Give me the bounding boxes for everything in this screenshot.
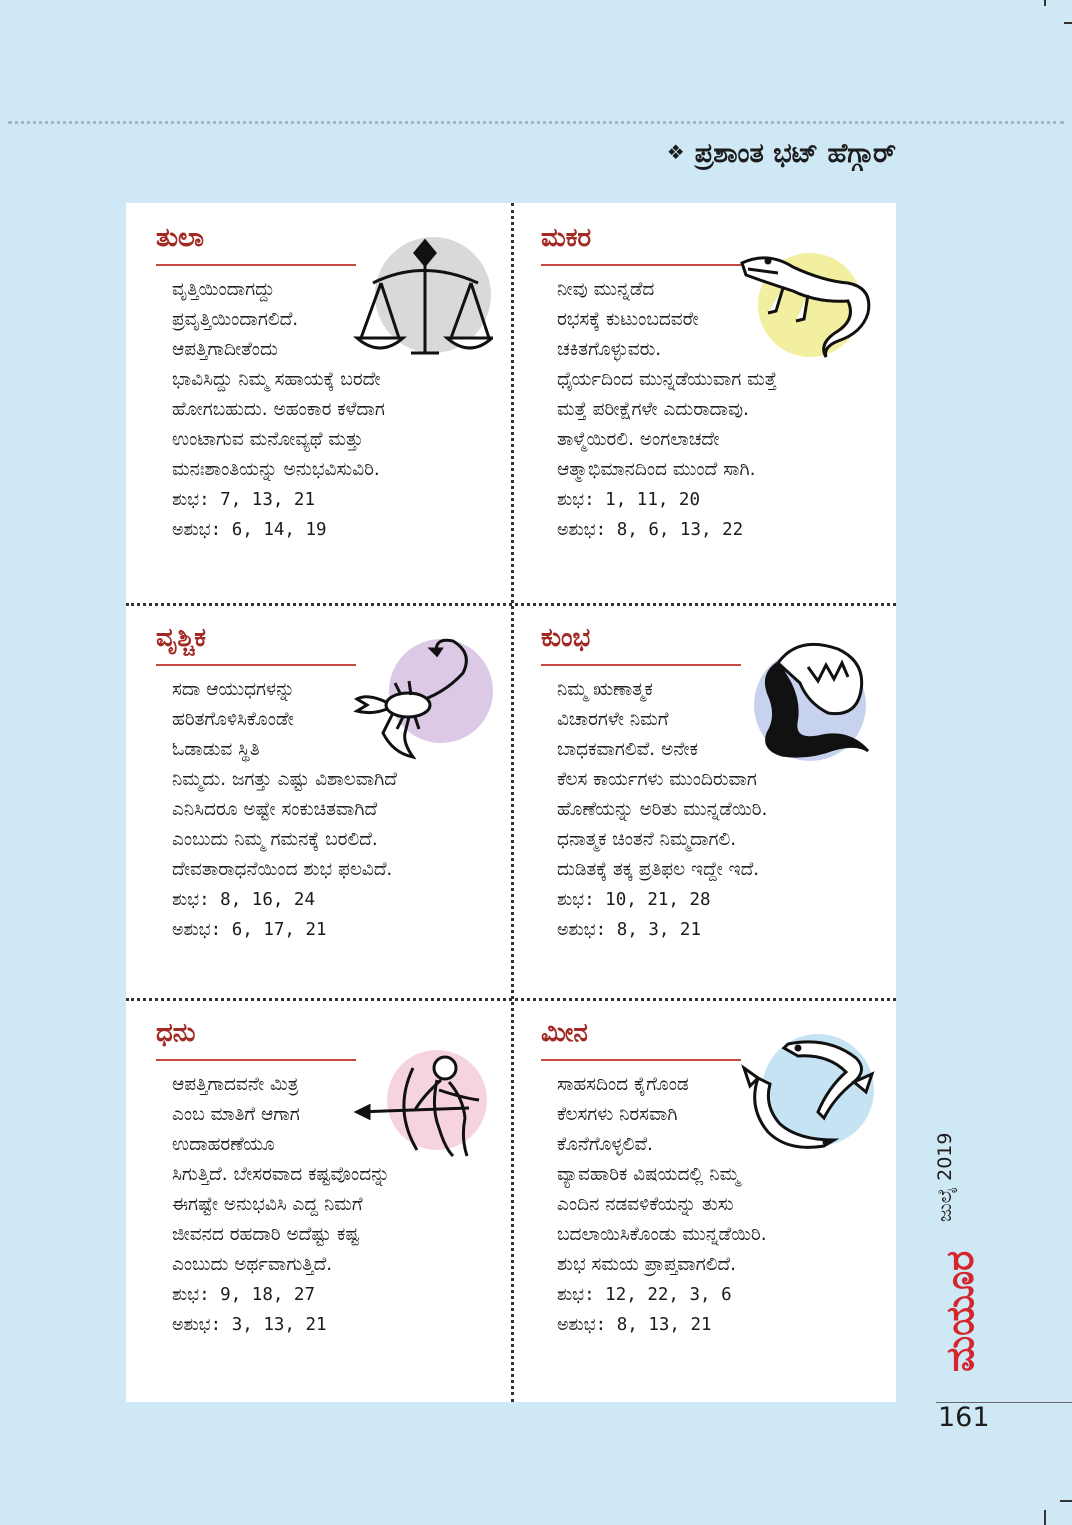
author-name: ಪ್ರಶಾಂತ ಭಟ್ ಹೆಗ್ಗಾರ್: [694, 138, 896, 169]
unlucky-numbers: ಅಶುಭ: 3, 13, 21: [172, 1315, 327, 1335]
text-line: ಎನಿಸಿದರೂ ಅಷ್ಟೇ ಸಂಕುಚಿತವಾಗಿದೆ: [172, 799, 378, 820]
text-line: ಹರಿತಗೊಳಿಸಿಕೊಂಡೇ: [172, 709, 294, 730]
sign-title: ವೃಶ್ಚಿಕ: [156, 623, 206, 653]
title-underline: [156, 664, 356, 666]
sign-title: ಮಕರ: [541, 223, 592, 253]
unlucky-numbers: ಅಶುಭ: 8, 13, 21: [557, 1315, 712, 1335]
unlucky-numbers: ಅಶುಭ: 8, 3, 21: [557, 920, 701, 940]
text-line: ಮತ್ತೆ ಪರೀಕ್ಷೆಗಳೇ ಎದುರಾದಾವು.: [557, 399, 749, 420]
text-line: ಭಾವಿಸಿದ್ದು ನಿಮ್ಮ ಸಹಾಯಕ್ಕೆ ಬರದೇ: [172, 369, 381, 390]
text-line: ನಿಮ್ಮದು. ಜಗತ್ತು ಎಷ್ಟು ವಿಶಾಲವಾಗಿದೆ: [172, 769, 397, 790]
text-line: ಈಗಷ್ಟೇ ಅನುಭವಿಸಿ ಎದ್ದ ನಿಮಗೆ: [172, 1194, 363, 1215]
text-line: ಎಂಬುದು ಅರ್ಥವಾಗುತ್ತಿದೆ.: [172, 1254, 333, 1275]
text-line: ಸಾಹಸದಿಂದ ಕೈಗೊಂಡ: [557, 1074, 689, 1095]
lucky-numbers: ಶುಭ: 9, 18, 27: [172, 1285, 316, 1305]
text-line: ಆತ್ಮಾಭಿಮಾನದಿಂದ ಮುಂದೆ ಸಾಗಿ.: [557, 459, 756, 480]
sign-title: ತುಲಾ: [156, 223, 205, 253]
text-line: ವಿಚಾರಗಳೇ ನಿಮಗೆ: [557, 709, 669, 730]
sign-text: [557, 275, 887, 545]
sign-text: [172, 675, 502, 945]
sign-card-sagittarius: [126, 998, 511, 1398]
lucky-numbers: ಶುಭ: 1, 11, 20: [557, 490, 701, 510]
text-line: ವ್ಯಾವಹಾರಿಕ ವಿಷಯದಲ್ಲಿ ನಿಮ್ಮ: [557, 1164, 740, 1185]
text-line: ಪ್ರವೃತ್ತಿಯಿಂದಾಗಲಿದೆ.: [172, 309, 299, 330]
text-line: ಸಿಗುತ್ತಿದೆ. ಬೇಸರವಾದ ಕಷ್ಟವೊಂದನ್ನು: [172, 1164, 390, 1185]
text-line: ಎಂದಿನ ನಡವಳಿಕೆಯನ್ನು ತುಸು: [557, 1194, 734, 1215]
sign-card-libra: [126, 203, 511, 603]
text-line: ಎಂಬ ಮಾತಿಗೆ ಆಗಾಗ: [172, 1104, 300, 1125]
text-line: ಕೆಲಸ ಕಾರ್ಯಗಳು ಮುಂದಿರುವಾಗ: [557, 769, 757, 790]
text-line: ಧನಾತ್ಮಕ ಚಿಂತನೆ ನಿಮ್ಮದಾಗಲಿ.: [557, 829, 737, 850]
lucky-numbers: ಶುಭ: 8, 16, 24: [172, 890, 316, 910]
sign-title: ಧನು: [156, 1018, 196, 1048]
text-line: ಮನಃಶಾಂತಿಯನ್ನು ಅನುಭವಿಸುವಿರಿ.: [172, 459, 380, 480]
text-line: ಬಾಧಕವಾಗಲಿವೆ. ಅನೇಕ: [557, 739, 698, 760]
title-underline: [541, 1059, 741, 1061]
sign-card-scorpio: [126, 603, 511, 1003]
title-underline: [156, 264, 356, 266]
text-line: ಶುಭ ಸಮಯ ಪ್ರಾಪ್ತವಾಗಲಿದೆ.: [557, 1254, 737, 1275]
lucky-numbers: ಶುಭ: 7, 13, 21: [172, 490, 316, 510]
magazine-logo: ಮಯೂರ: [938, 1250, 982, 1372]
crop-mark: [1064, 22, 1072, 24]
text-line: ಕೆಲಸಗಳು ನಿರಸವಾಗಿ: [557, 1104, 678, 1125]
text-line: ವೃತ್ತಿಯಿಂದಾಗದ್ದು: [172, 279, 275, 300]
crop-mark: [1044, 1510, 1046, 1525]
unlucky-numbers: ಅಶುಭ: 8, 6, 13, 22: [557, 520, 744, 540]
text-line: ನಿಮ್ಮ ಋಣಾತ್ಮಕ: [557, 679, 653, 700]
text-line: ತಾಳ್ಮೆಯಿರಲಿ. ಅಂಗಲಾಚದೇ: [557, 429, 720, 450]
text-line: ಆಪತ್ತಿಗಾದವನೇ ಮಿತ್ರ: [172, 1074, 299, 1095]
text-line: ಆಪತ್ತಿಗಾದೀತೆಂದು: [172, 339, 278, 360]
sign-card-aquarius: [511, 603, 896, 1003]
unlucky-numbers: ಅಶುಭ: 6, 14, 19: [172, 520, 327, 540]
top-dotted-divider: [8, 121, 1064, 124]
text-line: ಬದಲಾಯಿಸಿಕೊಂಡು ಮುನ್ನಡೆಯಿರಿ.: [557, 1224, 767, 1245]
sign-text: [172, 1070, 502, 1340]
text-line: ಜೀವನದ ರಹದಾರಿ ಅದೆಷ್ಟು ಕಷ್ಟ: [172, 1224, 360, 1245]
text-line: ಚಕಿತಗೊಳ್ಳುವರು.: [557, 339, 662, 360]
text-line: ದೇವತಾರಾಧನೆಯಿಂದ ಶುಭ ಫಲವಿದೆ.: [172, 859, 393, 880]
text-line: ಎಂಬುದು ನಿಮ್ಮ ಗಮನಕ್ಕೆ ಬರಲಿದೆ.: [172, 829, 378, 850]
text-line: ಕೊನೆಗೊಳ್ಳಲಿವೆ.: [557, 1134, 653, 1155]
crop-mark: [1060, 1500, 1072, 1502]
title-underline: [541, 264, 741, 266]
page-number: 161: [938, 1402, 990, 1433]
diamond-bullet-icon: ❖: [666, 140, 685, 164]
title-underline: [541, 664, 741, 666]
text-line: ಉದಾಹರಣೆಯೂ: [172, 1134, 275, 1155]
text-line: ಧೈರ್ಯದಿಂದ ಮುನ್ನಡೆಯುವಾಗ ಮತ್ತೆ: [557, 369, 777, 390]
text-line: ನೀವು ಮುನ್ನಡೆದ: [557, 279, 655, 300]
sign-card-capricorn: [511, 203, 896, 603]
text-line: ರಭಸಕ್ಕೆ ಕುಟುಂಬದವರೇ: [557, 309, 699, 330]
sign-title: ಕುಂಭ: [541, 623, 591, 653]
sign-title: ಮೀನ: [541, 1018, 588, 1048]
issue-month-label: ಜುಲೈ 2019: [934, 1132, 956, 1222]
title-underline: [156, 1059, 356, 1061]
sign-card-pisces: [511, 998, 896, 1398]
text-line: ದುಡಿತಕ್ಕೆ ತಕ್ಕ ಪ್ರತಿಫಲ ಇದ್ದೇ ಇದೆ.: [557, 859, 760, 880]
lucky-numbers: ಶುಭ: 12, 22, 3, 6: [557, 1285, 732, 1305]
sign-text: [557, 1070, 887, 1340]
author-byline: [667, 138, 896, 170]
horoscope-panel: [126, 203, 896, 1402]
unlucky-numbers: ಅಶುಭ: 6, 17, 21: [172, 920, 327, 940]
text-line: ಹೋಗಬಹುದು. ಅಹಂಕಾರ ಕಳೆದಾಗ: [172, 399, 385, 420]
sign-text: [557, 675, 887, 945]
crop-mark: [1044, 0, 1046, 6]
text-line: ಉಂಟಾಗುವ ಮನೋವ್ಯಥೆ ಮತ್ತು: [172, 429, 364, 450]
lucky-numbers: ಶುಭ: 10, 21, 28: [557, 890, 711, 910]
sign-text: [172, 275, 502, 545]
text-line: ಹೊಣೆಯನ್ನು ಅರಿತು ಮುನ್ನಡೆಯಿರಿ.: [557, 799, 768, 820]
text-line: ಸದಾ ಆಯುಧಗಳನ್ನು: [172, 679, 295, 700]
text-line: ಓಡಾಡುವ ಸ್ಥಿತಿ: [172, 739, 260, 760]
